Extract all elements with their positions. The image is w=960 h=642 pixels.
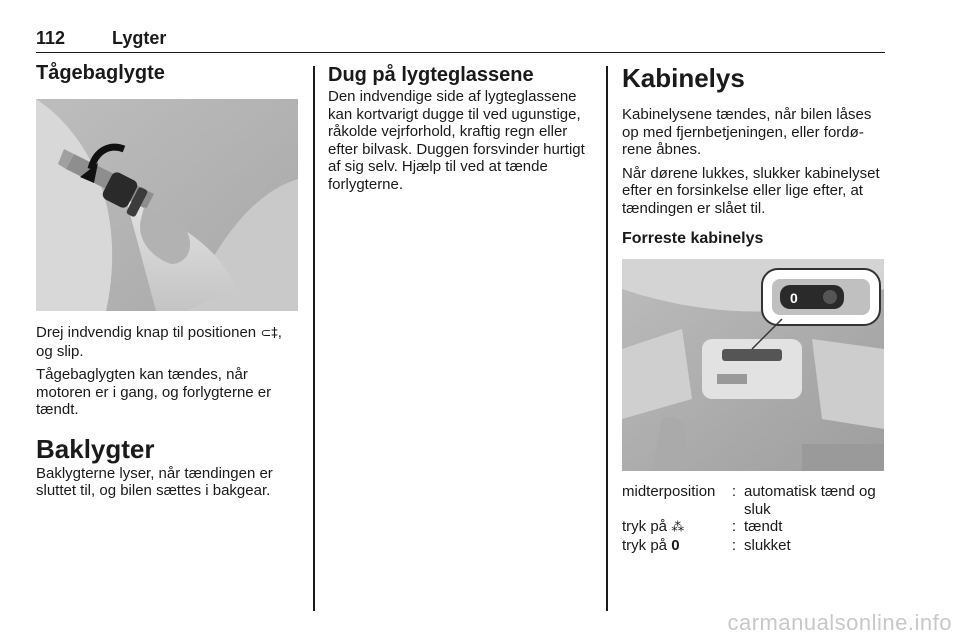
column-3	[622, 62, 888, 554]
column-2	[328, 62, 596, 193]
table-row: tryk på ⁂ : tændt	[622, 518, 783, 535]
subsection-title-front: Forreste kabinelys	[622, 230, 764, 247]
section-title-interior: Kabinelys	[622, 63, 745, 93]
interior-light-table	[622, 483, 888, 554]
rear-fog-light-icon: ⊂‡	[260, 326, 278, 341]
page-header	[36, 26, 885, 53]
section-title-reverse: Baklygter	[36, 433, 155, 464]
column-divider	[313, 66, 315, 611]
fog-instruction: Drej indvendig knap til positionen ⊂‡, og slip.	[36, 324, 282, 360]
front-interior-light-photo	[622, 259, 884, 471]
column-1	[36, 60, 302, 500]
section-title-fog: Tågebaglygte	[36, 62, 165, 84]
fog-description: Tågebaglygten kan tændes, når motoren er i gang, og forlygterne er tændt.	[36, 366, 272, 418]
chapter-title: Lygter	[112, 28, 167, 48]
table-row: midterposition : automatisk tænd og sluk	[622, 483, 876, 518]
interior-light-icon: ⁂	[671, 520, 685, 535]
column-divider	[606, 66, 608, 611]
table-row: tryk på 0 : slukket	[622, 536, 791, 554]
section-title-condensation: Dug på lygteglassene	[328, 64, 534, 86]
interior-description-2: Når dørene lukkes, slukker kabinelyset efter en forsinkelse eller lige efter, at tændingen er slået til.	[622, 164, 880, 217]
reverse-description: Baklygterne lyser, når tændingen er sluttet til, og bilen sættes i bakgear.	[36, 464, 273, 499]
watermark: carmanualsonline.info	[727, 610, 952, 635]
interior-description-1: Kabinelysene tændes, når bilen låses op med fjernbetjeningen, eller fordørene åbnes.	[622, 106, 872, 158]
page-number: 112	[36, 28, 66, 48]
fog-lamp-stalk-photo	[36, 99, 298, 311]
inset-switch-zero: 0	[790, 290, 798, 306]
condensation-description: Den indvendige side af lygteglassene kan kortvarigt dugge til ved ugunstige, råkolde vejrforhold, kraftig regn eller efter bilvask. Duggen forsvinder hurtigt af sig selv. Hjælp til ved at tænde forlygterne.	[328, 88, 585, 193]
